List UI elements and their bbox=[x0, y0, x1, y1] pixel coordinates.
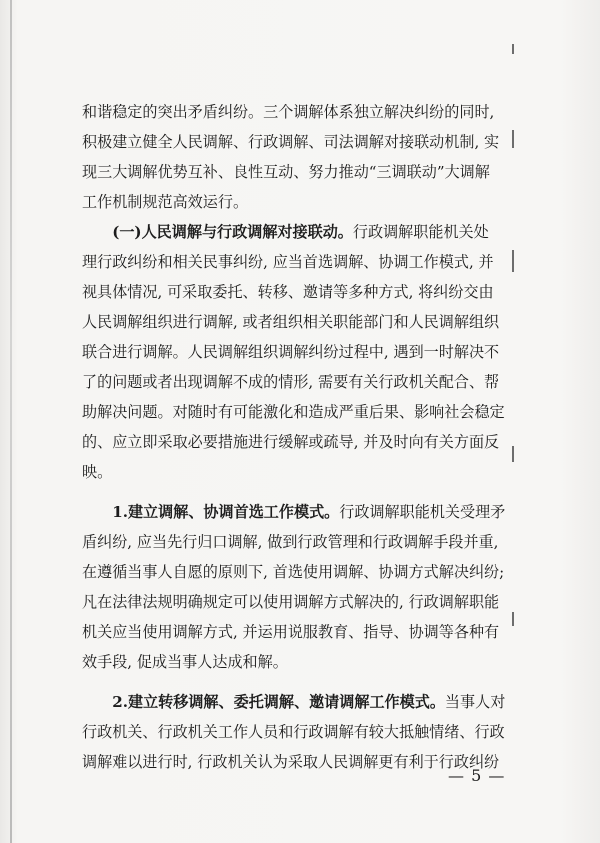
text-line: 盾纠纷, 应当先行归口调解, 做到行政管理和行政调解手段并重, bbox=[82, 533, 499, 551]
text-run: 行政调解职能机关处 bbox=[352, 223, 489, 241]
text-line: 调解难以进行时, 行政机关认为采取人民调解更有利于行政纠纷 bbox=[82, 753, 500, 771]
item-one-first-line bbox=[82, 497, 518, 527]
document-body bbox=[82, 97, 518, 777]
text-line: 联合进行调解。人民调解组织调解纠纷过程中, 遇到一时解决不 bbox=[82, 343, 500, 361]
text-line: 了的问题或者出现调解不成的情形, 需要有关行政机关配合、帮 bbox=[82, 373, 500, 391]
text-run: 行政调解职能机关受理矛 bbox=[339, 503, 506, 521]
text-line: 工作机制规范高效运行。 bbox=[82, 193, 249, 211]
text-line: 人民调解组织进行调解, 或者组织相关职能部门和人民调解组织 bbox=[82, 313, 500, 331]
text-line: 行政机关、行政机关工作人员和行政调解有较大抵触情绪、行政 bbox=[82, 723, 505, 741]
text-line: 现三大调解优势互补、良性互动、努力推动“三调联动”大调解 bbox=[82, 163, 490, 181]
text-line: 积极建立健全人民调解、行政调解、司法调解对接联动机制, 实 bbox=[82, 133, 500, 151]
text-line: 效手段, 促成当事人达成和解。 bbox=[82, 653, 288, 671]
scan-mark bbox=[512, 44, 514, 54]
section-heading: (一)人民调解与行政调解对接联动。 bbox=[112, 223, 353, 241]
item-two-first-line bbox=[82, 687, 518, 717]
text-line: 凡在法律法规明确规定可以使用调解方式解决的, 行政调解职能 bbox=[82, 593, 500, 611]
page-number: — 5 — bbox=[448, 766, 506, 785]
text-line: 映。 bbox=[82, 463, 113, 481]
item-heading: 1.建立调解、协调首选工作模式。 bbox=[112, 503, 340, 521]
text-line: 和谐稳定的突出矛盾纠纷。三个调解体系独立解决纠纷的同时, bbox=[82, 103, 495, 121]
text-line: 理行政纠纷和相关民事纠纷, 应当首选调解、协调工作模式, 并 bbox=[82, 253, 494, 271]
scan-binding-edge bbox=[10, 0, 12, 843]
text-run: 当事人对 bbox=[444, 693, 506, 711]
text-line: 助解决问题。对随时有可能激化和造成严重后果、影响社会稳定 bbox=[82, 403, 505, 421]
text-line: 视具体情况, 可采取委托、转移、邀请等多种方式, 将纠纷交由 bbox=[82, 283, 494, 301]
item-heading: 2.建立转移调解、委托调解、邀请调解工作模式。 bbox=[112, 693, 445, 711]
text-line: 在遵循当事人自愿的原则下, 首选使用调解、协调方式解决纠纷; bbox=[82, 563, 505, 581]
text-line: 的、应立即采取必要措施进行缓解或疏导, 并及时向有关方面反 bbox=[82, 433, 500, 451]
text-line: 机关应当使用调解方式, 并运用说服教育、指导、协调等各种有 bbox=[82, 623, 500, 641]
section-one-first-line bbox=[82, 217, 518, 247]
